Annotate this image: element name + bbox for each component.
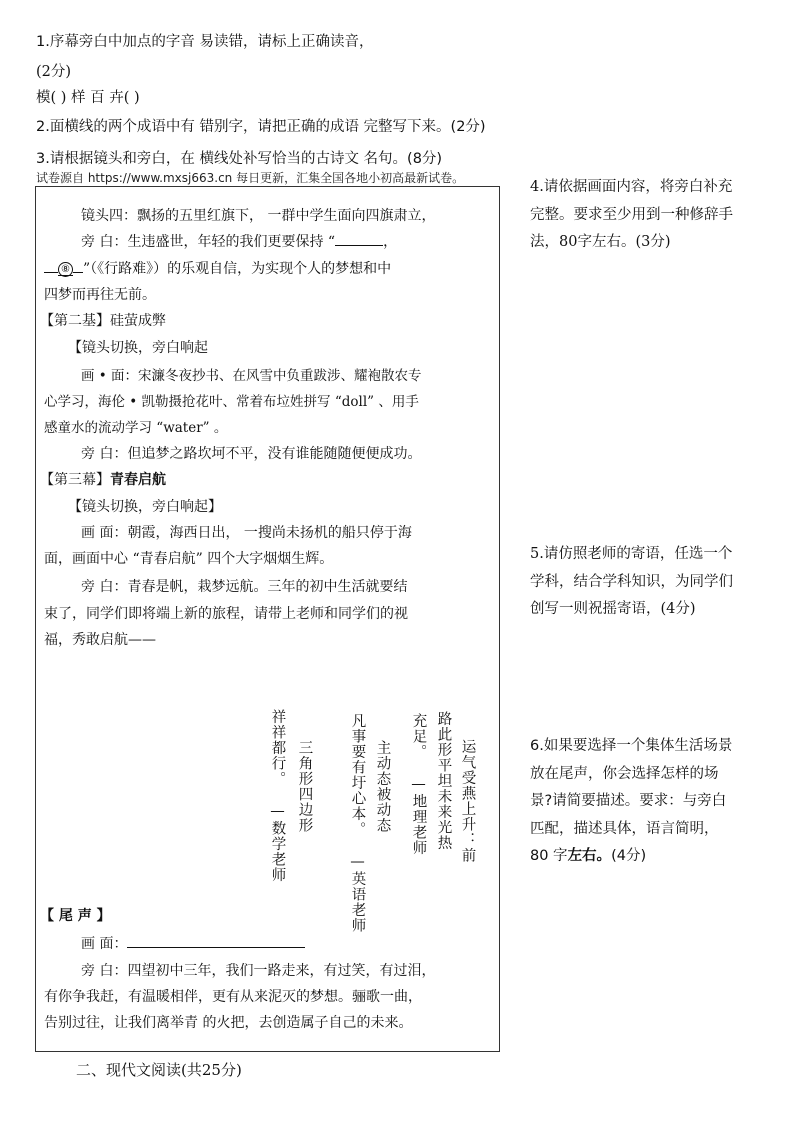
narration-3-line-3: 福，秀敢启航—— — [44, 632, 156, 648]
epilogue-narration-3: 告别过往，让我们离举青 的火把，去创造属子自己的未来。 — [44, 1015, 413, 1031]
vertical-message-2: 路此形平坦未来光热 — [435, 711, 452, 851]
narration-text: 旁 白：生违盛世，年轻的我们更要保持 “ — [81, 234, 336, 250]
question-1-blanks: 模( ) 样 百 卉( ) — [36, 90, 140, 106]
scene-2-line-2: 心学习，海伦 • 凯勒摄抢花叶、常着布垃姓拼写 “doll” 、用手 — [44, 394, 419, 410]
epilogue-narration-1: 旁 白：四望初中三年，我们一路走来，有过笑，有过泪， — [81, 963, 436, 979]
scene-2-line-1: 画 • 面：宋濂冬夜抄书、在风雪中负重跋涉、耀袍散农专 — [81, 368, 422, 384]
narration-3-line-2: 束了，同学们即将端上新的旅程，请带上老师和同学们的视 — [44, 606, 408, 622]
narration-line-2 — [44, 258, 391, 278]
shot-cut-2: 【镜头切换，旁白响起 — [68, 340, 208, 356]
epilogue-scene-blank[interactable] — [127, 933, 305, 948]
epilogue-scene: 画 面： — [81, 933, 305, 953]
narration-text-2: ”（《行路难》）的乐观自信，为实现个人的梦想和中 — [83, 261, 392, 277]
section-2-heading: 二、现代文阅读(共25分) — [76, 1061, 242, 1079]
question-1: 1.序幕旁白中加点的字音 易读错，请标上正确读音， — [36, 34, 374, 50]
answer-blank-2[interactable] — [44, 258, 58, 273]
question-2: 2.面横线的两个成语中有 错别字，请把正确的成语 完整写下来。(2分) — [36, 119, 486, 135]
source-line: 试卷源自 https://www.mxsj663.cn 每日更新，汇集全国各地小初高最新试卷。 — [36, 171, 465, 185]
question-1-score: (2分) — [36, 64, 72, 80]
answer-blank[interactable] — [335, 231, 383, 246]
shot-4: 镜头四：飘扬的五里红旗下， 一群中学生面向四旗肃立， — [81, 208, 436, 224]
vertical-message-1: 运气受燕上升：前 — [459, 739, 476, 863]
comma: ， — [383, 234, 398, 250]
act-2-heading: 【第二基】硅萤成弊 — [40, 313, 166, 329]
epilogue-heading: 【 尾 声 】 — [40, 908, 111, 924]
scene-2-line-3: 感童水的流动学习 “water” 。 — [44, 420, 228, 436]
narration-2: 旁 白：但追梦之路坎坷不平，没有谁能随随便便成功。 — [81, 446, 422, 462]
scene-3-line-1: 画 面：朝霞，海西日出， 一搜尚未扬机的船只停于海 — [81, 525, 412, 541]
vertical-message-3: 充足。 —地理老师 — [410, 713, 427, 856]
vertical-message-4: 主动态被动态 — [374, 740, 391, 833]
narration-3-line-1: 旁 白：青春是帆，栽梦远航。三年的初中生活就要结 — [81, 579, 408, 595]
narration-line-3: 四梦而再往无前。 — [44, 287, 156, 303]
blank-number: ⑧ — [58, 261, 73, 276]
narration-line — [81, 231, 397, 251]
act-3-heading: 【第三幕】青春启航 — [40, 472, 166, 488]
epilogue-narration-2: 有你争我赶，有温暖相伴，更有从来泥灭的梦想。骊歌一曲， — [44, 989, 422, 1005]
question-4: 4.请依据画面内容，将旁白补充完整。要求至少用到一种修辞手法，80字左右。(3分) — [530, 179, 733, 250]
question-5: 5.请仿照老师的寄语，任选一个学科，结合学科知识，为同学们创写一则祝摇寄语，(4分) — [530, 546, 733, 617]
vertical-message-6: 三角形四边形 — [296, 740, 313, 833]
shot-cut-3: 【镜头切换，旁白响起】 — [68, 499, 222, 515]
vertical-message-5: 凡事要有圩心本。 —英语老师 — [349, 713, 366, 933]
script-box — [35, 186, 500, 1052]
vertical-message-7: 祥祥都行。 —数学老师 — [269, 709, 286, 883]
question-3: 3.请根据镜头和旁白，在 横线处补写恰当的古诗文 名句。(8分) — [36, 151, 443, 167]
question-6: 6.如果要选择一个集体生活场景放在尾声，你会选择怎样的场景?请简要描述。要求：与旁白匹配，描述具体，语言简明，80 字左右。(4分) — [530, 738, 733, 864]
scene-3-line-2: 面，画面中心 “青春启航” 四个大字烟烟生辉。 — [44, 551, 334, 567]
